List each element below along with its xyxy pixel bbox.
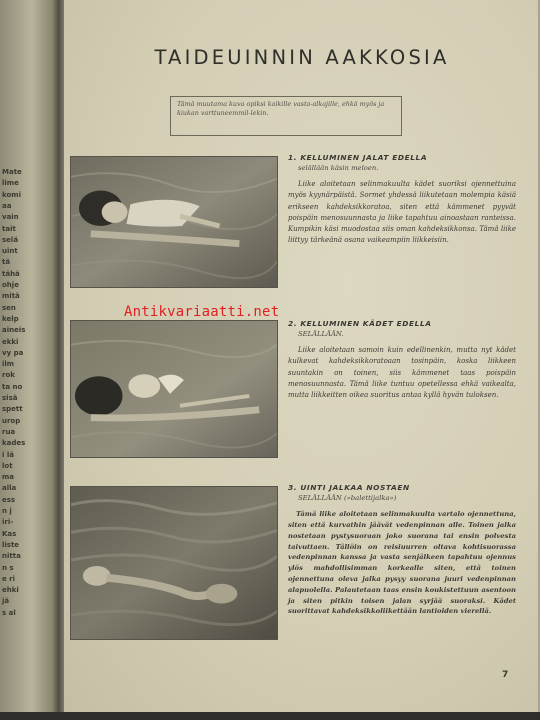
left-page-fragment: nitta	[2, 552, 21, 561]
left-page-fragment: i lä	[2, 450, 14, 459]
book-page	[64, 0, 540, 712]
page-title: TAIDEUINNIN AAKKOSIA	[154, 46, 450, 69]
left-page-fragment: tähä	[2, 269, 20, 278]
left-page-fragment: Mate	[2, 168, 22, 176]
section-2-body: Liike aloitetaan samoin kuin edellinenkin, mutta nyt kädet kulkevat kahdeksikkoratoaan tosinpäin, koska liikkeen suuntakin on toinen, siis kämmenet taas poispäin menosuunnasta. Tämä liike tuntuu opetellessa ehkä vaikealta, mutta liikkeitten oikea suoritus antaa kyllä hyvän tuloksen.	[288, 346, 516, 400]
swimmer-photo-1-image	[71, 157, 277, 287]
left-page-fragment: sisä	[2, 394, 18, 402]
watermark: Antikvariaatti.net	[124, 304, 280, 320]
left-page-fragment: vy pa	[2, 348, 24, 357]
left-page-fragment: iri-	[2, 518, 14, 527]
left-page-fragment: komi	[2, 190, 21, 199]
left-page-fragment: mitä	[2, 292, 20, 301]
section-3	[288, 482, 516, 617]
section-2	[288, 318, 516, 401]
left-page-fragment: rok	[2, 371, 15, 380]
left-page-fragment: liste	[2, 540, 20, 549]
left-page-fragment: s al	[2, 608, 16, 617]
left-page-fragment: ta no	[2, 382, 23, 391]
left-page-fragment: jä	[2, 597, 10, 606]
section-1-body: Liike aloitetaan selinmakuulta kädet suoriksi ojennettuina myös kyynärpäistä. Sormet yhdessä liikutetaan molempia käsiä erikseen kahdeksikkoratoa, siten että kämmenet pyyvät poispäin menosuunnasta ja liike tapahtuu ainoastaan ranteissa. Kumpikin käsi muodostaa siis oman kahdeksikkonsa. Tämä liike liittyy tärkeänä osana vaikeampiin liikkeisiin.	[288, 180, 516, 245]
left-page-fragment: selä	[2, 235, 19, 244]
left-page-fragment: vain	[2, 213, 19, 222]
section-2-subheading: SELÄLLÄÄN.	[298, 330, 344, 338]
swimmer-photo-3	[70, 486, 278, 640]
left-page-fragment: ilm	[2, 360, 15, 369]
previous-page-edge	[0, 0, 58, 720]
section-3-subheading: SELÄLLÄÄN (»balettijalka»)	[298, 494, 397, 502]
left-page-fragment: ekki	[2, 337, 19, 346]
intro-box: Tämä muutama kuva opiksi kaikille vasta-alkajille, ehkä myös ja kiukan varttuneemmil-lekin.	[170, 96, 402, 136]
left-page-fragment: kades	[2, 439, 26, 448]
left-page-fragment: e ri	[2, 574, 16, 583]
left-page-fragment: ohje	[2, 281, 19, 289]
left-page-fragment: tait	[2, 224, 16, 233]
left-page-fragment: lot	[2, 461, 13, 470]
left-page-fragment: aineis	[2, 326, 26, 335]
swimmer-photo-1	[70, 156, 278, 288]
left-page-fragment: Kas	[2, 529, 17, 538]
left-page-fragment: alla	[2, 484, 17, 493]
left-page-fragment: ess	[2, 495, 16, 504]
left-page-fragment: lime	[2, 179, 19, 188]
section-2-heading: 2. KELLUMINEN KÄDET EDELLA	[288, 319, 432, 328]
left-page-fragment: urop	[2, 416, 21, 425]
left-page-fragment: n s	[2, 563, 14, 572]
swimmer-photo-3-image	[71, 487, 277, 639]
section-1-heading: 1. KELLUMINEN JALAT EDELLA	[288, 153, 428, 162]
left-page-fragment: ehki	[2, 586, 19, 595]
table-surface	[0, 712, 540, 720]
left-page-fragment: spett	[2, 405, 23, 414]
swimmer-photo-2	[70, 320, 278, 458]
left-page-fragment: aa	[2, 201, 12, 210]
section-3-body: Tämä liike aloitetaan selinmakuulta vartalo ojennettuna, siten että kurvathin jäävät vedenpinnan alle. Toinen jalka nostetaan pystysuoraan joko suorana tai ensin polvesta taivuttaen. Tällöin on reisiuurren oltava kohtisuorassa vedenpinnan kanssa ja vasta senjälkeen tapahtuu ojennus ylös mahdollisimman korkealle siten, että toinen ojennettuna oleva jalka pysyy suorana juuri vedenpinnan alapuolella. Palautetaan taas ensin koukistettuun asentoon ja siten pitkin toisen jalan syrjää suoraksi. Kädet suorittavat kahdeksikkoliikettään lantioiden vierellä.	[288, 510, 516, 616]
section-1-subheading: selällään käsin meloen.	[298, 164, 379, 172]
left-page-fragment: uint	[2, 247, 18, 256]
left-page-fragment: rua	[2, 427, 16, 436]
left-page-fragment: kelp	[2, 314, 19, 323]
left-page-fragment: n j	[2, 507, 12, 515]
swimmer-photo-2-image	[71, 321, 277, 457]
left-page-fragment: tä	[2, 258, 11, 267]
left-page-fragment: ma	[2, 473, 15, 482]
left-page-fragment: sen	[2, 303, 16, 312]
section-1	[288, 152, 516, 246]
page-number: 7	[502, 670, 509, 680]
section-3-heading: 3. UINTI JALKAA NOSTAEN	[288, 483, 410, 492]
